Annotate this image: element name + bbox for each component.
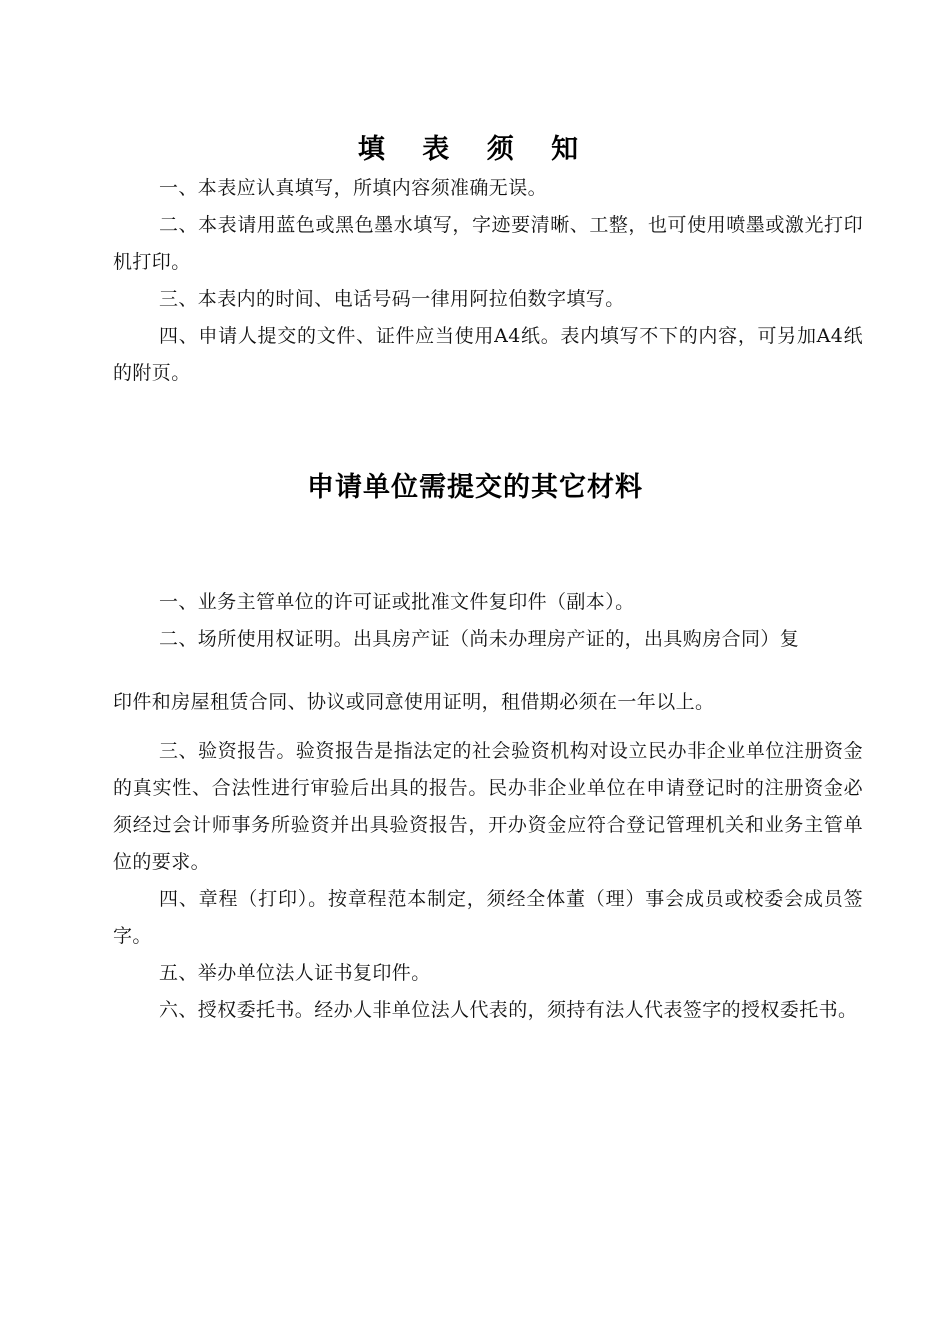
- materials-item-2-line-2: 印件和房屋租赁合同、协议或同意使用证明，租借期必须在一年以上。: [113, 691, 715, 713]
- materials-item-2-line-1: 二、场所使用权证明。出具房产证（尚未办理房产证的，出具购房合同）复: [159, 628, 800, 650]
- materials-heading: 申请单位需提交的其它材料: [307, 472, 643, 503]
- materials-item-1: 一、业务主管单位的许可证或批准文件复印件（副本）。: [159, 591, 635, 613]
- materials-item-5: 五、举办单位法人证书复印件。: [159, 962, 431, 984]
- materials-item-6: 六、授权委托书。经办人非单位法人代表的，须持有法人代表签字的授权委托书。: [159, 999, 858, 1021]
- notice-heading: 填 表 须 知: [357, 134, 593, 165]
- notice-item-4: 四、申请人提交的文件、证件应当使用A4纸。表内填写不下的内容，可另加A4纸的附页。: [113, 325, 863, 384]
- materials-item-4: 四、章程（打印）。按章程范本制定，须经全体董（理）事会成员或校委会成员签字。: [113, 888, 863, 947]
- notice-item-1: 一、本表应认真填写，所填内容须准确无误。: [159, 177, 548, 199]
- notice-item-2: 二、本表请用蓝色或黑色墨水填写，字迹要清晰、工整，也可使用喷墨或激光打印机打印。: [113, 214, 863, 273]
- materials-item-3: 三、验资报告。验资报告是指法定的社会验资机构对设立民办非企业单位注册资金的真实性、合法性进行审验后出具的报告。民办非企业单位在申请登记时的注册资金必须经过会计师事务所验资并出具验资报告，开办资金应符合登记管理机关和业务主管单位的要求。: [113, 740, 863, 873]
- notice-item-3: 三、本表内的时间、电话号码一律用阿拉伯数字填写。: [159, 288, 625, 310]
